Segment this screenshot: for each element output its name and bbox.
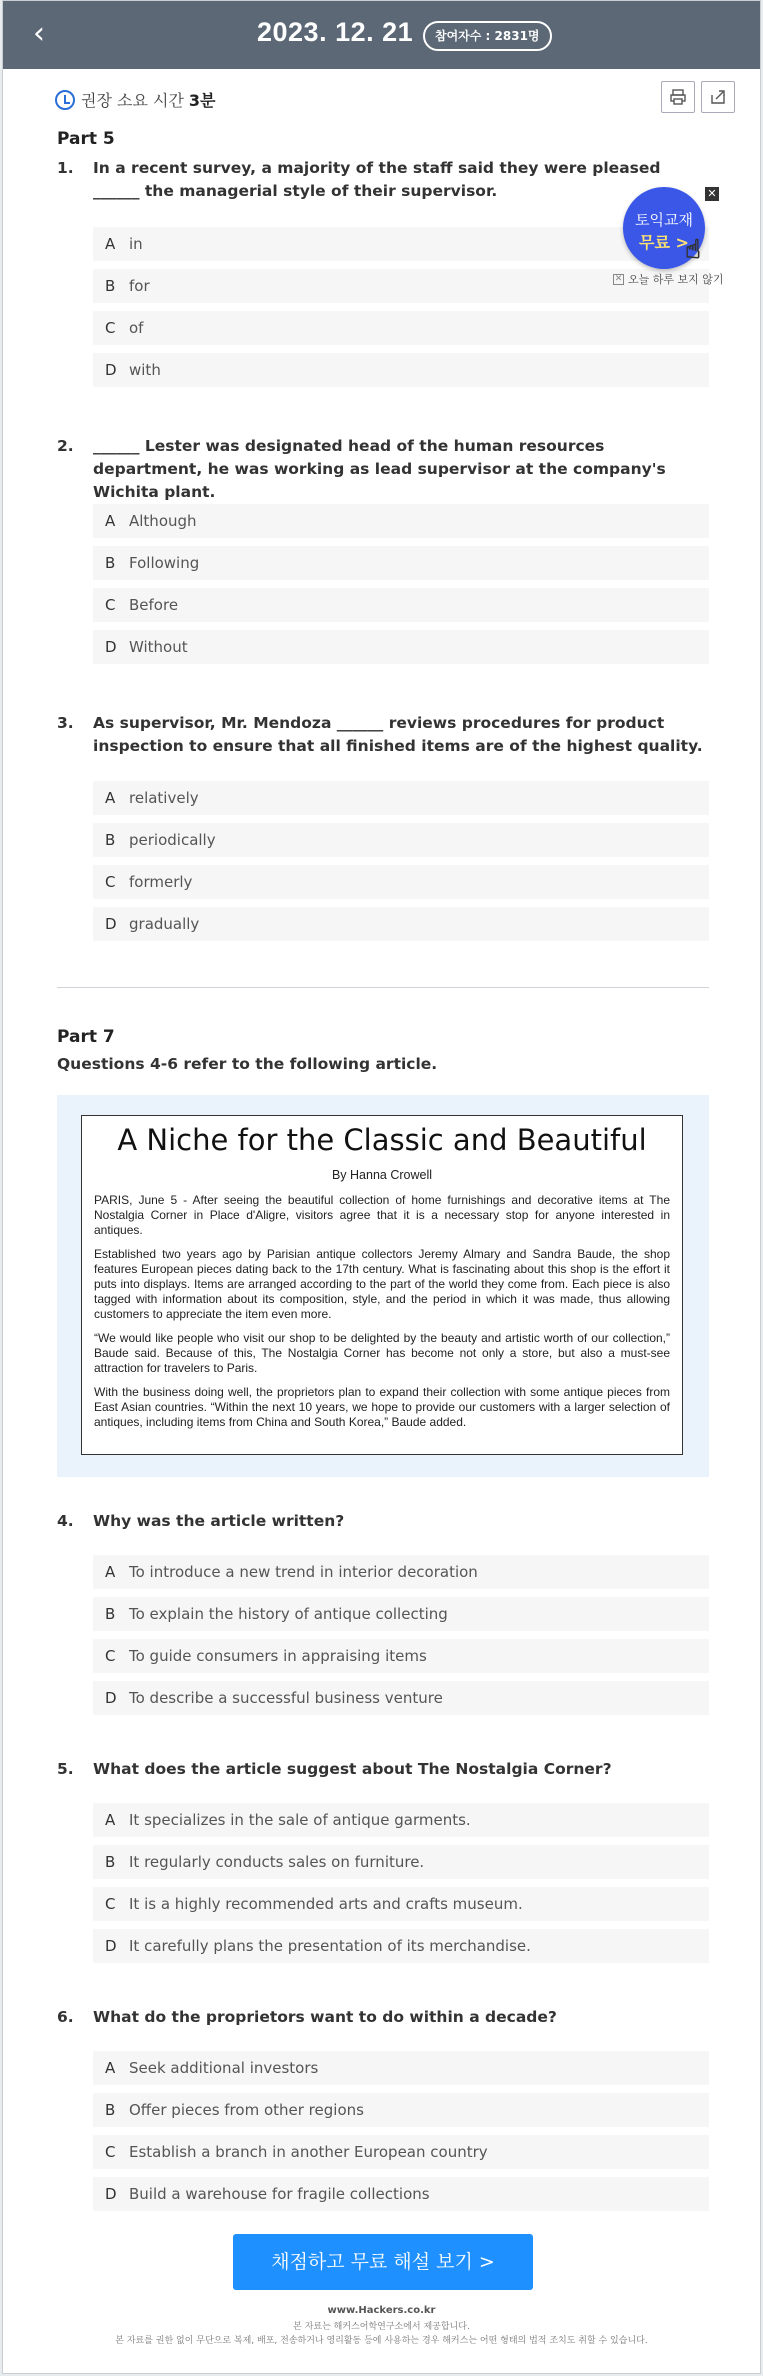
- option-letter: A: [105, 235, 116, 253]
- option-letter: D: [105, 638, 117, 656]
- option-text: It is a highly recommended arts and crafts museum.: [129, 1895, 523, 1913]
- option-letter: B: [105, 277, 116, 295]
- option-4a[interactable]: [93, 1555, 709, 1589]
- option-6d[interactable]: [93, 2177, 709, 2211]
- option-text: Following: [129, 554, 200, 572]
- option-text: Without: [129, 638, 188, 656]
- promo-line2: 무료 >: [639, 233, 689, 252]
- participants-badge: 참여자수 : 2831명: [423, 21, 552, 51]
- option-letter: B: [105, 554, 116, 572]
- option-2a[interactable]: [93, 504, 709, 538]
- recommended-time: [55, 88, 216, 111]
- question-text: Why was the article written?: [93, 1512, 345, 1530]
- option-text: Establish a branch in another European country: [129, 2143, 488, 2161]
- option-1a[interactable]: [93, 227, 709, 261]
- content-frame: [2, 0, 761, 2374]
- question-number: 2.: [57, 437, 74, 455]
- recommended-time-value: 3분: [188, 91, 216, 110]
- option-text: To explain the history of antique collecting: [129, 1605, 448, 1623]
- test-date: 2023. 12. 21: [257, 17, 414, 47]
- option-text: in: [129, 235, 143, 253]
- footer-copyright: 본 자료를 권한 없이 무단으로 복제, 배포, 전송하거나 영리활동 등에 사용하는 경우 해커스는 어떤 형태의 법적 조치도 취할 수 있습니다.: [115, 2336, 648, 2346]
- article-byline: By Hanna Crowell: [331, 1168, 433, 1182]
- checkbox-icon[interactable]: ✕: [614, 273, 623, 284]
- option-text: It carefully plans the presentation of its merchandise.: [129, 1937, 531, 1955]
- option-text: To introduce a new trend in interior decoration: [129, 1563, 478, 1581]
- question-1: [57, 157, 705, 203]
- hide-today-label: 오늘 하루 보지 않기: [628, 273, 724, 286]
- option-6c[interactable]: [93, 2135, 709, 2169]
- option-6a[interactable]: [93, 2051, 709, 2085]
- question-text: As supervisor, Mr. Mendoza ______ reviews procedures for product inspection to ensure that all finished items are of the highest quality.: [93, 714, 703, 755]
- share-icon: [709, 88, 727, 106]
- article-paragraph: With the business doing well, the proprietors plan to expand their collection with some antique pieces from East Asian countries. “Within the next 10 years, we hope to provide our customers with a larger selection of antiques, including items from China and South Korea,” Baude added.: [94, 1385, 670, 1429]
- option-letter: A: [105, 1563, 116, 1581]
- question-text: What do the proprietors want to do within a decade?: [93, 2008, 557, 2026]
- option-text: formerly: [129, 873, 193, 891]
- option-letter: B: [105, 1853, 116, 1871]
- option-letter: A: [105, 2059, 116, 2077]
- option-2b[interactable]: [93, 546, 709, 580]
- question-number: 1.: [57, 159, 74, 177]
- option-3c[interactable]: [93, 865, 709, 899]
- option-letter: B: [105, 2101, 116, 2119]
- question-4: [57, 1510, 705, 1533]
- option-letter: C: [105, 1895, 116, 1913]
- hide-today-toggle[interactable]: [613, 271, 724, 287]
- option-letter: D: [105, 1937, 117, 1955]
- question-text: In a recent survey, a majority of the staff said they were pleased ______ the managerial style of their supervisor.: [93, 159, 661, 200]
- option-text: for: [129, 277, 150, 295]
- submit-button[interactable]: 채점하고 무료 해설 보기 >: [233, 2234, 533, 2290]
- hand-pointer-icon: ☝: [685, 235, 701, 265]
- option-letter: C: [105, 1647, 116, 1665]
- article-paragraph: PARIS, June 5 - After seeing the beautiful collection of home furnishings and decorative items at The Nostalgia Corner in Place d'Aligre, visitors agree that it is a necessary stop for anyone interested in antiques.: [94, 1193, 670, 1237]
- option-letter: D: [105, 361, 117, 379]
- question-5: [57, 1758, 705, 1781]
- option-5a[interactable]: [93, 1803, 709, 1837]
- share-button[interactable]: [701, 81, 735, 113]
- back-arrow-icon[interactable]: ‹: [33, 16, 45, 51]
- option-4d[interactable]: [93, 1681, 709, 1715]
- option-2d[interactable]: [93, 630, 709, 664]
- option-letter: D: [105, 915, 117, 933]
- option-text: with: [129, 361, 161, 379]
- question-text: What does the article suggest about The Nostalgia Corner?: [93, 1760, 612, 1778]
- option-letter: D: [105, 1689, 117, 1707]
- option-text: of: [129, 319, 144, 337]
- article-paragraph: “We would like people who visit our shop to be delighted by the beauty and artistic worth of our collection,” Baude said. Because of this, The Nostalgia Corner has become not only a store, but also a must-see attraction for travelers to Paris.: [94, 1331, 670, 1375]
- option-text: Build a warehouse for fragile collections: [129, 2185, 430, 2203]
- option-5b[interactable]: [93, 1845, 709, 1879]
- option-letter: D: [105, 2185, 117, 2203]
- option-letter: C: [105, 2143, 116, 2161]
- article: [81, 1115, 683, 1455]
- option-letter: C: [105, 319, 116, 337]
- option-3d[interactable]: [93, 907, 709, 941]
- question-2: [57, 435, 705, 504]
- option-text: To guide consumers in appraising items: [129, 1647, 427, 1665]
- option-text: relatively: [129, 789, 199, 807]
- part7-title: Part 7: [57, 1027, 115, 1047]
- option-1c[interactable]: [93, 311, 709, 345]
- option-text: periodically: [129, 831, 216, 849]
- option-text: It specializes in the sale of antique garments.: [129, 1811, 471, 1829]
- option-2c[interactable]: [93, 588, 709, 622]
- option-text: It regularly conducts sales on furniture.: [129, 1853, 425, 1871]
- question-text: ______ Lester was designated head of the human resources department, he was working as lead supervisor at the company's Wichita plant.: [93, 437, 666, 501]
- article-title: A Niche for the Classic and Beautiful: [117, 1123, 647, 1157]
- question-number: 4.: [57, 1512, 74, 1530]
- option-letter: C: [105, 873, 116, 891]
- question-number: 3.: [57, 714, 74, 732]
- option-letter: A: [105, 512, 116, 530]
- option-5d[interactable]: [93, 1929, 709, 1963]
- option-4b[interactable]: [93, 1597, 709, 1631]
- part7-intro: Questions 4-6 refer to the following article.: [57, 1055, 438, 1073]
- option-text: Offer pieces from other regions: [129, 2101, 364, 2119]
- print-button[interactable]: [661, 81, 695, 113]
- print-icon: [669, 88, 687, 106]
- option-letter: C: [105, 596, 116, 614]
- footer-notice: 본 자료는 해커스어학연구소에서 제공합니다.: [293, 2322, 470, 2332]
- option-text: Although: [129, 512, 197, 530]
- close-icon[interactable]: ✕: [705, 187, 719, 201]
- option-text: Seek additional investors: [129, 2059, 319, 2077]
- option-3a[interactable]: [93, 781, 709, 815]
- question-3: [57, 712, 705, 758]
- footer-site[interactable]: www.Hackers.co.kr: [327, 2305, 436, 2316]
- option-1d[interactable]: [93, 353, 709, 387]
- option-letter: A: [105, 1811, 116, 1829]
- option-text: gradually: [129, 915, 200, 933]
- option-text: Before: [129, 596, 179, 614]
- top-bar: [3, 1, 760, 69]
- clock-icon: [55, 90, 75, 110]
- article-panel: [57, 1095, 709, 1477]
- promo-line1: 토익교재: [635, 211, 693, 229]
- option-letter: B: [105, 1605, 116, 1623]
- recommended-time-label: 권장 소요 시간: [81, 91, 184, 110]
- question-6: [57, 2006, 705, 2029]
- section-divider: [57, 987, 709, 988]
- option-5c[interactable]: [93, 1887, 709, 1921]
- question-number: 6.: [57, 2008, 74, 2026]
- question-number: 5.: [57, 1760, 74, 1778]
- article-paragraph: Established two years ago by Parisian antique collectors Jeremy Almary and Sandra Baude, the shop features European pieces dating back to the 17th century. What is fascinating about this shop is the effort it puts into displays. Items are arranged according to the part of the world they come from. Each piece is also tagged with information about its composition, style, and the period in which it was made, thus allowing customers to appreciate the item even more.: [94, 1247, 670, 1321]
- option-letter: A: [105, 789, 116, 807]
- option-text: To describe a successful business venture: [129, 1689, 443, 1707]
- option-6b[interactable]: [93, 2093, 709, 2127]
- option-4c[interactable]: [93, 1639, 709, 1673]
- part5-title: Part 5: [57, 129, 115, 149]
- option-3b[interactable]: [93, 823, 709, 857]
- option-letter: B: [105, 831, 116, 849]
